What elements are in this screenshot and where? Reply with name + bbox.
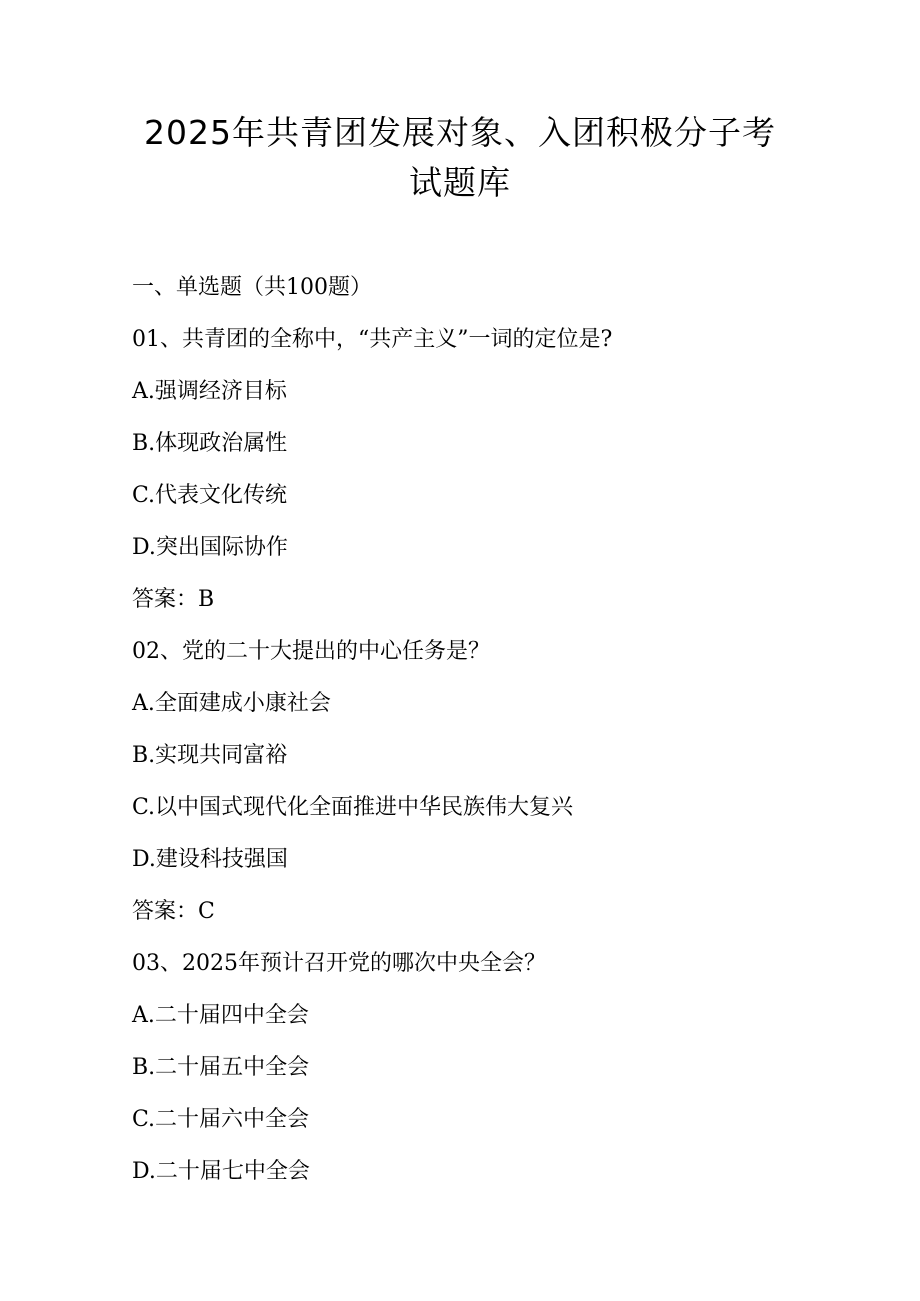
option-d: D.建设科技强国 xyxy=(132,847,288,872)
document-title xyxy=(120,108,800,208)
option-a: A.全面建成小康社会 xyxy=(132,691,331,716)
option-a: A.强调经济目标 xyxy=(132,379,287,404)
question-stem: 03、2025年预计召开党的哪次中央全会？ xyxy=(132,951,546,976)
option-c: C.二十届六中全会 xyxy=(132,1107,310,1132)
answer-line: 答案：C xyxy=(132,899,215,924)
option-a: A.二十届四中全会 xyxy=(132,1003,309,1028)
title-line-2: 试题库 xyxy=(409,163,511,202)
option-c: C.以中国式现代化全面推进中华民族伟大复兴 xyxy=(132,795,574,820)
question-list xyxy=(132,262,832,1198)
question-stem: 02、党的二十大提出的中心任务是？ xyxy=(132,639,490,664)
section-heading: 一、单选题（共100题） xyxy=(132,275,372,300)
option-b: B.体现政治属性 xyxy=(132,431,288,456)
answer-line: 答案：B xyxy=(132,587,215,612)
option-d: D.突出国际协作 xyxy=(132,535,288,560)
option-b: B.实现共同富裕 xyxy=(132,743,288,768)
option-b: B.二十届五中全会 xyxy=(132,1055,310,1080)
option-c: C.代表文化传统 xyxy=(132,483,288,508)
title-line-1: 2025年共青团发展对象、入团积极分子考 xyxy=(144,113,776,152)
option-d: D.二十届七中全会 xyxy=(132,1159,310,1184)
question-stem: 01、共青团的全称中，“共产主义”一词的定位是? xyxy=(132,327,613,352)
